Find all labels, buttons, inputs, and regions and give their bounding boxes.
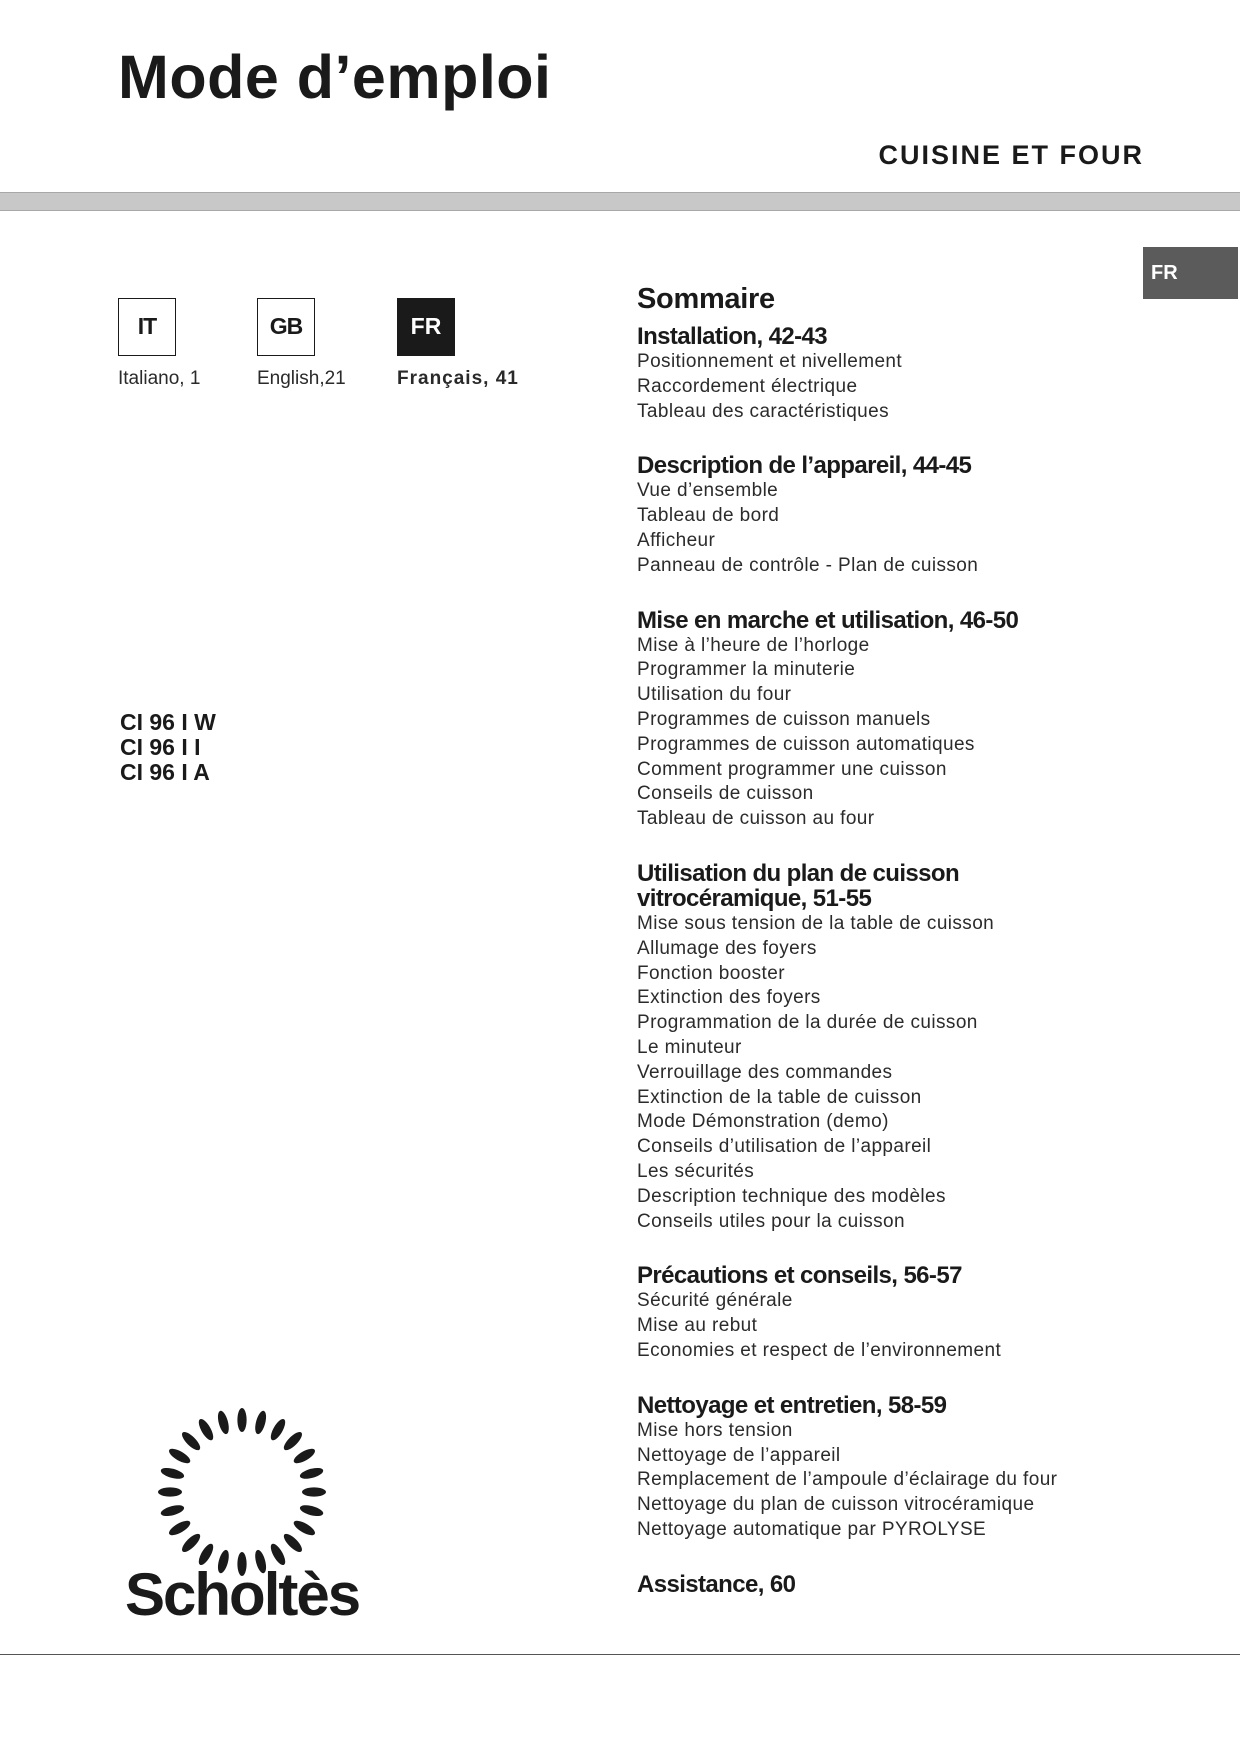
model-name: CI 96 I I <box>120 734 201 760</box>
toc-section <box>637 608 1137 832</box>
toc-item: Comment programmer une cuisson <box>637 758 947 780</box>
toc-item: Mise sous tension de la table de cuisson <box>637 912 995 934</box>
toc-item: Sécurité générale <box>637 1290 793 1312</box>
toc-spacer <box>637 832 1137 853</box>
toc-item: Tableau de bord <box>637 505 780 527</box>
toc-section-title <box>637 453 1137 478</box>
toc-spacer <box>637 1364 1137 1385</box>
toc-section-title-line: Mise en marche et utilisation, 46-50 <box>637 606 1019 634</box>
toc-item: Mise au rebut <box>637 1315 758 1337</box>
toc-item: Programmation de la durée de cuisson <box>637 1012 978 1034</box>
language-box-fr: FR <box>397 298 455 356</box>
header-divider-band <box>0 192 1240 211</box>
toc-item: Mode Démonstration (demo) <box>637 1111 889 1133</box>
logo-ray <box>160 1466 186 1481</box>
toc-item: Mise hors tension <box>637 1419 793 1441</box>
toc-item: Verrouillage des commandes <box>637 1061 893 1083</box>
logo-ray <box>216 1410 231 1436</box>
toc-item: Les sécurités <box>637 1160 755 1182</box>
toc-item: Programmes de cuisson automatiques <box>637 733 975 755</box>
toc-item-list <box>637 634 1137 832</box>
toc-item-list <box>637 1289 1137 1363</box>
toc-section-title <box>637 1393 1137 1418</box>
toc-item: Utilisation du four <box>637 684 792 706</box>
toc-section <box>637 1393 1137 1543</box>
logo-ray <box>302 1487 326 1496</box>
toc-section-title-line: Précautions et conseils, 56-57 <box>637 1262 962 1290</box>
logo-ray <box>253 1410 268 1436</box>
toc-item: Raccordement électrique <box>637 375 858 397</box>
toc-section <box>637 1572 1137 1597</box>
language-tab-fr: FR <box>1143 247 1238 299</box>
toc-item-list <box>637 1419 1137 1543</box>
toc-item: Fonction booster <box>637 962 785 984</box>
toc-section-title-line: Installation, 42-43 <box>637 323 827 350</box>
page-title: Mode d’emploi <box>118 43 552 111</box>
model-name: CI 96 I A <box>120 759 210 785</box>
footer-divider <box>0 1654 1240 1655</box>
language-label-fr: Français, 41 <box>397 368 519 389</box>
toc-item: Extinction de la table de cuisson <box>637 1086 922 1108</box>
toc-item: Mise à l’heure de l’horloge <box>637 634 870 656</box>
toc-section-title-line: Utilisation du plan de cuisson <box>637 859 960 887</box>
logo-ray <box>292 1518 317 1538</box>
logo-ray <box>299 1466 325 1481</box>
toc-section-title <box>637 608 1137 633</box>
language-label-it: Italiano, 1 <box>118 368 201 389</box>
toc-section <box>637 324 1137 424</box>
toc-spacer <box>637 424 1137 445</box>
toc-item: Conseils d’utilisation de l’appareil <box>637 1136 932 1158</box>
logo-ray <box>167 1446 192 1466</box>
toc-spacer <box>637 1234 1137 1255</box>
toc-item: Tableau des caractéristiques <box>637 400 890 422</box>
model-name: CI 96 I W <box>120 709 216 735</box>
toc-section <box>637 861 1137 1234</box>
toc-item: Conseils utiles pour la cuisson <box>637 1210 905 1232</box>
toc-item: Programmer la minuterie <box>637 659 856 681</box>
toc-section-title <box>637 1572 1137 1597</box>
toc-item: Nettoyage du plan de cuisson vitrocéramique <box>637 1494 1035 1516</box>
toc-item-list <box>637 912 1137 1234</box>
toc-item: Allumage des foyers <box>637 937 817 959</box>
toc-section-title-line: Nettoyage et entretien, 58-59 <box>637 1391 947 1419</box>
toc-section-title <box>637 1263 1137 1288</box>
toc-item: Programmes de cuisson manuels <box>637 708 931 730</box>
logo-ray <box>160 1503 186 1518</box>
toc-section-title <box>637 324 1137 349</box>
logo-ray <box>281 1429 304 1452</box>
toc-item: Remplacement de l’ampoule d’éclairage du four <box>637 1469 1058 1491</box>
toc-section-title-line: Description de l’appareil, 44-45 <box>637 452 972 480</box>
toc-section <box>637 1263 1137 1363</box>
toc-section-title-line: vitrocéramique, 51-55 <box>637 884 872 912</box>
toc-item: Nettoyage de l’appareil <box>637 1444 841 1466</box>
toc-section <box>637 453 1137 578</box>
table-of-contents <box>637 282 1137 1597</box>
toc-item: Conseils de cuisson <box>637 783 814 805</box>
toc-item: Panneau de contrôle - Plan de cuisson <box>637 554 979 576</box>
logo-ray <box>167 1518 192 1538</box>
logo-ray <box>268 1417 288 1442</box>
language-label-gb: English,21 <box>257 368 346 389</box>
toc-item: Positionnement et nivellement <box>637 351 903 372</box>
toc-spacer <box>637 1543 1137 1564</box>
toc-item: Vue d’ensemble <box>637 480 779 502</box>
logo-ray <box>196 1417 216 1442</box>
language-box-it: IT <box>118 298 176 356</box>
model-list <box>120 710 216 785</box>
toc-item: Extinction des foyers <box>637 987 821 1009</box>
toc-heading: Sommaire <box>637 283 775 315</box>
toc-item: Economies et respect de l’environnement <box>637 1339 1002 1361</box>
toc-item: Le minuteur <box>637 1036 742 1058</box>
toc-section-title-line: Assistance, 60 <box>637 1570 796 1598</box>
toc-item: Afficheur <box>637 529 716 551</box>
logo-ray <box>292 1446 317 1466</box>
logo-ray <box>179 1531 202 1554</box>
logo-ray <box>299 1503 325 1518</box>
toc-item: Tableau de cuisson au four <box>637 808 875 830</box>
language-box-gb: GB <box>257 298 315 356</box>
toc-spacer <box>637 579 1137 600</box>
logo-ray <box>179 1429 202 1452</box>
toc-item-list <box>637 350 1137 424</box>
brand-name: Scholtès <box>125 1561 360 1628</box>
toc-item: Nettoyage automatique par PYROLYSE <box>637 1518 987 1540</box>
logo-ray <box>158 1487 182 1496</box>
toc-item-list <box>637 479 1137 578</box>
toc-section-title <box>637 861 1137 911</box>
logo-ray <box>237 1408 246 1432</box>
logo-ray <box>281 1531 304 1554</box>
toc-item: Description technique des modèles <box>637 1185 946 1207</box>
product-category: CUISINE ET FOUR <box>878 140 1144 170</box>
